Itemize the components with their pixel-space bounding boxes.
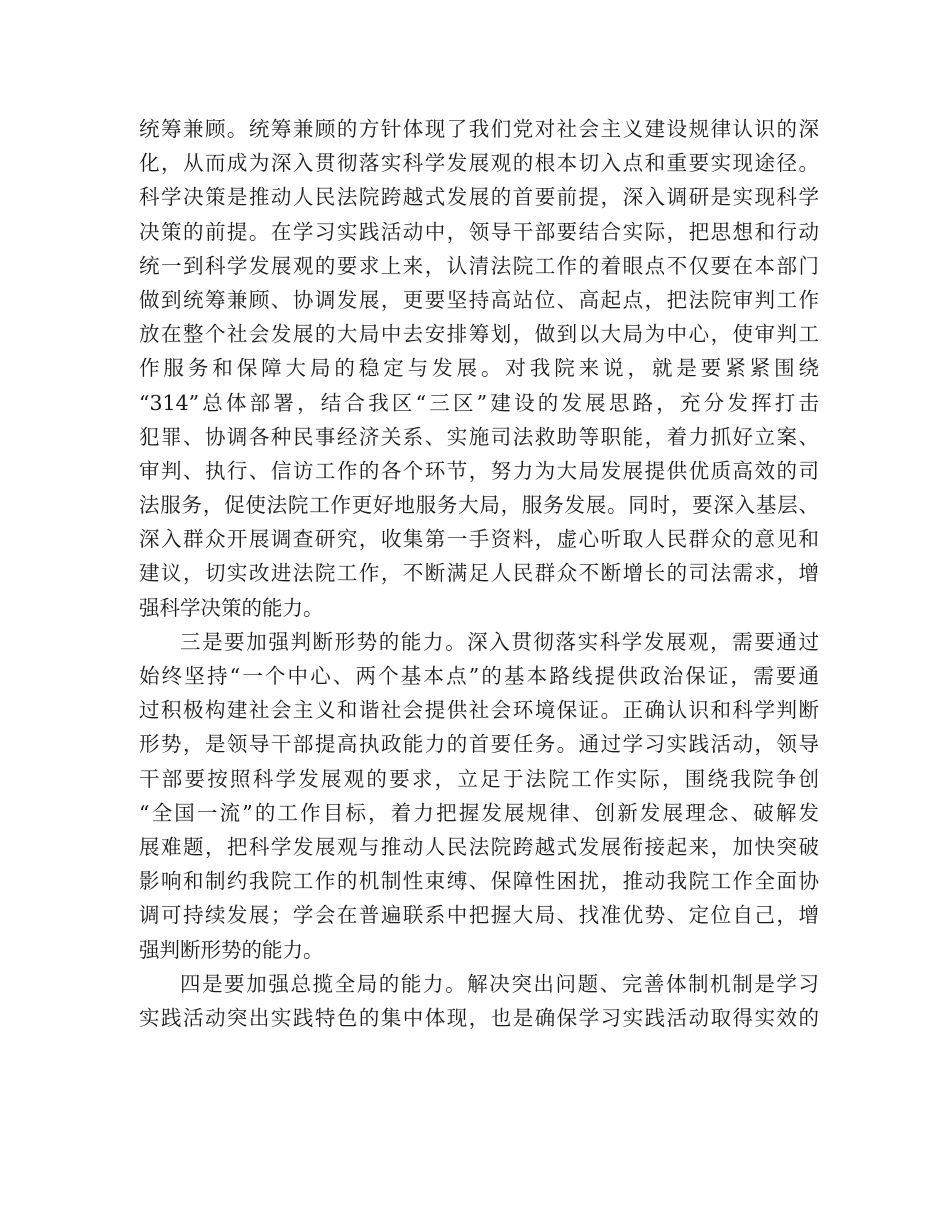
paragraph-line: 决策的前提。在学习实践活动中，领导干部要结合实际，把思想和行动 <box>139 219 819 244</box>
paragraph-line: 形势，是领导干部提高执政能力的首要任务。通过学习实践活动，领导 <box>139 732 819 757</box>
paragraph-line: 实践活动突出实践特色的集中体现，也是确保学习实践活动取得实效的 <box>139 1005 819 1030</box>
paragraph-line: 调可持续发展；学会在普遍联系中把握大局、找准优势、定位自己，增 <box>139 903 819 928</box>
paragraph-line: “全国一流”的工作目标，着力把握发展规律、创新发展理念、破解发 <box>139 800 819 825</box>
paragraph-line: 建议，切实改进法院工作，不断满足人民群众不断增长的司法需求，增 <box>139 561 819 586</box>
paragraph-line: 统一到科学发展观的要求上来，认清法院工作的着眼点不仅要在本部门 <box>139 253 819 278</box>
paragraph-line: 犯罪、协调各种民事经济关系、实施司法救助等职能，着力抓好立案、 <box>139 424 819 449</box>
paragraph-line: 强判断形势的能力。 <box>139 937 324 962</box>
body-text <box>139 112 819 1035</box>
paragraph-line: 强科学决策的能力。 <box>139 595 324 620</box>
paragraph-line: 法服务，促使法院工作更好地服务大局，服务发展。同时，要深入基层、 <box>139 493 819 518</box>
paragraph-2 <box>139 625 819 967</box>
paragraph-line: 放在整个社会发展的大局中去安排筹划，做到以大局为中心，使审判工 <box>139 322 819 347</box>
paragraph-line: 四是要加强总揽全局的能力。解决突出问题、完善体制机制是学习 <box>180 971 819 996</box>
paragraph-line: “314”总体部署，结合我区“三区”建设的发展思路，充分发挥打击 <box>139 390 819 415</box>
paragraph-line: 审判、执行、信访工作的各个环节，努力为大局发展提供优质高效的司 <box>139 458 819 483</box>
paragraph-line: 化，从而成为深入贯彻落实科学发展观的根本切入点和重要实现途径。 <box>139 151 819 176</box>
paragraph-line: 干部要按照科学发展观的要求，立足于法院工作实际，围绕我院争创 <box>139 766 819 791</box>
paragraph-line: 做到统筹兼顾、协调发展，更要坚持高站位、高起点，把法院审判工作 <box>139 287 819 312</box>
paragraph-1 <box>139 112 819 625</box>
paragraph-line: 过积极构建社会主义和谐社会提供社会环境保证。正确认识和科学判断 <box>139 698 819 723</box>
paragraph-3 <box>139 967 819 1035</box>
paragraph-line: 作服务和保障大局的稳定与发展。对我院来说，就是要紧紧围绕 <box>139 356 819 381</box>
paragraph-line: 三是要加强判断形势的能力。深入贯彻落实科学发展观，需要通过 <box>180 629 819 654</box>
paragraph-line: 影响和制约我院工作的机制性束缚、保障性困扰，推动我院工作全面协 <box>139 869 819 894</box>
paragraph-line: 科学决策是推动人民法院跨越式发展的首要前提，深入调研是实现科学 <box>139 185 819 210</box>
paragraph-line: 深入群众开展调查研究，收集第一手资料，虚心听取人民群众的意见和 <box>139 527 819 552</box>
paragraph-line: 统筹兼顾。统筹兼顾的方针体现了我们党对社会主义建设规律认识的深 <box>139 117 819 141</box>
paragraph-line: 始终坚持“一个中心、两个基本点”的基本路线提供政治保证，需要通 <box>139 664 819 688</box>
paragraph-line: 展难题，把科学发展观与推动人民法院跨越式发展衔接起来，加快突破 <box>139 834 819 859</box>
